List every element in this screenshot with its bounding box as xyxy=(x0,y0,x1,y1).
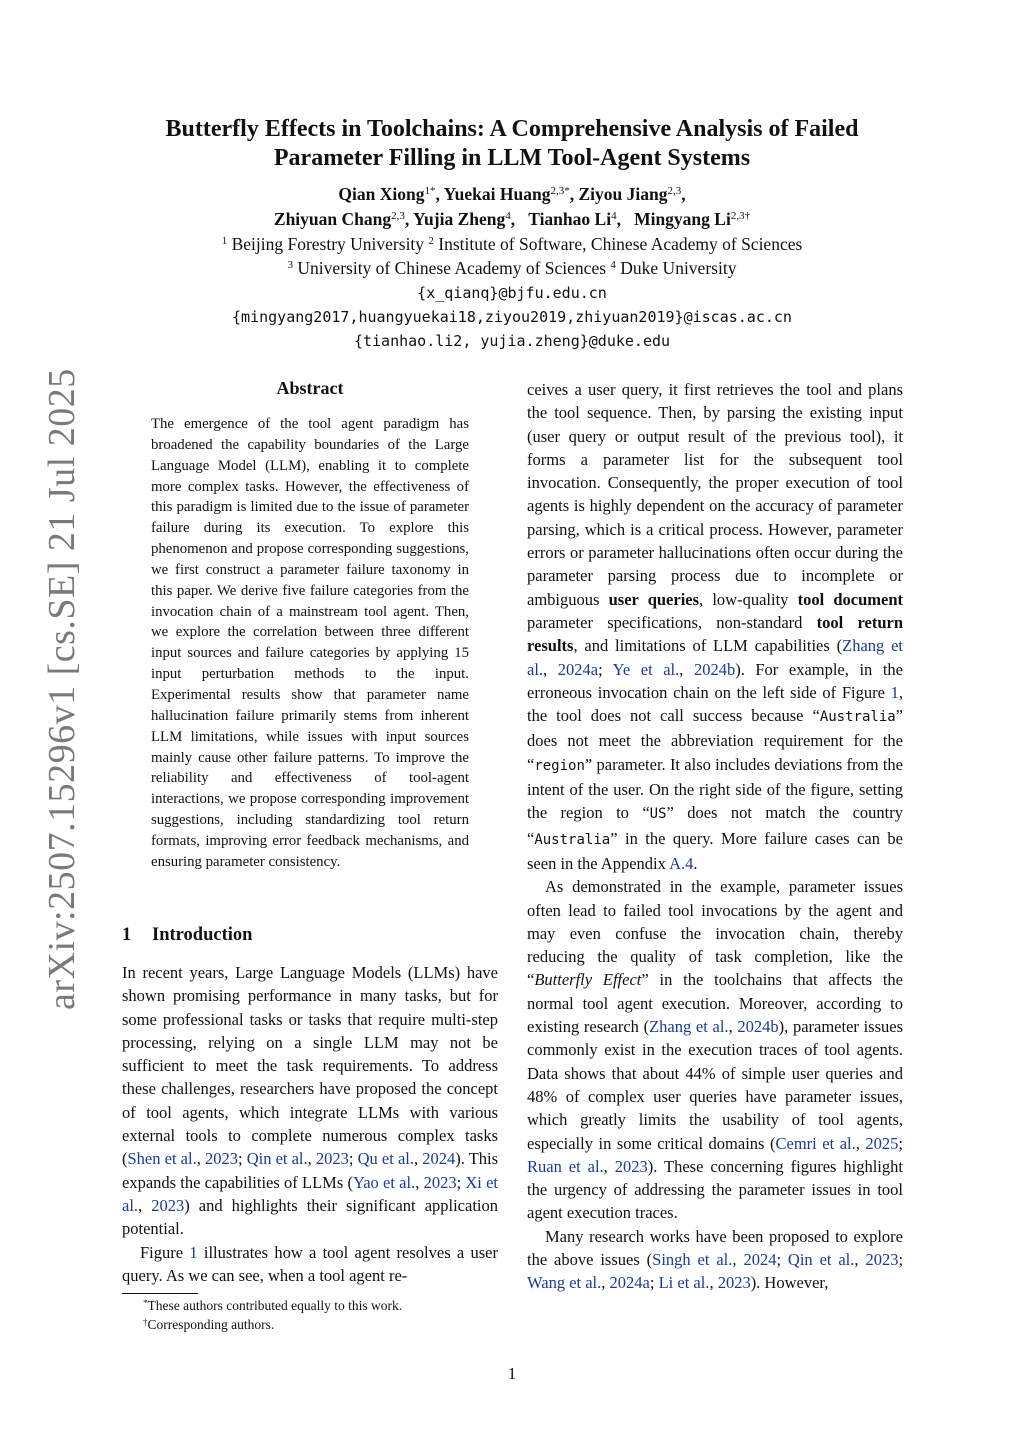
author-name: Qian Xiong xyxy=(338,184,425,204)
author-line-1: Qian Xiong$^{1*}$, Yuekai Huang$^{2,3*}$, Ziyou Jiang$^{2,3}$, xyxy=(338,184,686,204)
figure-reference-link[interactable]: 1 xyxy=(189,1242,198,1262)
inline-code: Australia xyxy=(534,831,611,848)
author-name: Ziyou Jiang xyxy=(578,184,668,204)
paragraph: As demonstrated in the example, parameter issues often lead to failed tool invocations by the agent and may even confuse the invocation chain, thereby reducing the quality of task completion, like the “Butterfly Effect” in the toolchains that affects the normal tool agent execution. Moreover, according to existing research (Zhang et al., 2024b), parameter issues commonly exist in the execution traces of tool agents. Data shows that about 44% of simple user queries and 48% of complex user queries have parameter issues, which greatly limits the usability of tool agents, especially in some critical domains (Cemri et al., 2025; Ruan et al., 2023). These concerning figures highlight the urgency of addressing the parameter issues in tool agent execution traces. xyxy=(527,877,904,1223)
affiliation-mark: 3 xyxy=(287,259,294,271)
paragraph: Figure 1 illustrates how a tool agent resolves a user query. As we can see, when a tool agent re- xyxy=(122,1242,498,1285)
paper-title xyxy=(120,115,904,173)
affiliation-mark: 4 xyxy=(610,259,616,271)
section-heading xyxy=(122,925,252,946)
citation-link[interactable]: 2023 xyxy=(614,1156,648,1176)
citation-link[interactable]: 2023 xyxy=(865,1249,899,1269)
author-affiliation-mark: 1* xyxy=(424,185,436,197)
affiliation-name: Institute of Software, Chinese Academy of Sciences xyxy=(438,234,803,254)
author-name: Yuekai Huang xyxy=(443,184,551,204)
citation-link[interactable]: 2023 xyxy=(204,1149,238,1169)
appendix-reference-link[interactable]: A.4 xyxy=(669,853,694,873)
citation-link[interactable]: 2023 xyxy=(151,1195,185,1215)
citation-link[interactable]: Li et al. xyxy=(658,1273,710,1293)
citation-link[interactable]: 2023 xyxy=(423,1172,457,1192)
citation-link[interactable]: Qin et al. xyxy=(246,1149,308,1169)
author-affiliation-mark: 2,3 xyxy=(391,210,405,222)
citation-link[interactable]: 2023 xyxy=(717,1273,751,1293)
paragraph: ceives a user query, it first retrieves the tool and plans the tool sequence. Then, by parsing the existing input (user query or output result of the previous tool), it forms a parameter list for the subsequent tool invocation. Consequently, the proper execution of tool agents is highly dependent on the accuracy of parameter parsing, which is a critical process. However, parameter errors or parameter hallucinations often occur during the parameter parsing process due to incomplete or ambiguous user queries, low-quality tool document parameter specifications, non-standard tool return results, and limitations of LLM capabilities (Zhang et al., 2024a; Ye et al., 2024b). For example, in the erroneous invocation chain on the left side of Figure 1, the tool does not call success because “Australia” does not meet the abbreviation requirement for the “region” parameter. It also includes deviations from the intent of the user. On the right side of the figure, setting the region to “US” does not match the country “Australia” in the query. More failure cases can be seen in the Appendix A.4. xyxy=(527,380,904,873)
author-name: Tianhao Li xyxy=(528,209,612,229)
footnote-text: These authors contributed equally to this work. xyxy=(147,1298,403,1313)
affiliation-mark: 2 xyxy=(428,235,434,247)
citation-link[interactable]: 2025 xyxy=(865,1133,899,1153)
citation-link[interactable]: Shen et al. xyxy=(127,1149,197,1169)
affiliation-name: Beijing Forestry University xyxy=(231,234,425,254)
citation-link[interactable]: Zhang et al. xyxy=(527,636,903,679)
intro-left-column xyxy=(122,961,498,1287)
title-line-1: Butterfly Effects in Toolchains: A Comprehensive Analysis of Failed xyxy=(165,116,859,142)
arxiv-identifier-stamp: arXiv:2507.15296v1 [cs.SE] 21 Jul 2025 xyxy=(41,368,83,1010)
citation-link[interactable]: Qin et al. xyxy=(787,1249,855,1269)
figure-reference-link[interactable]: 1 xyxy=(890,682,899,702)
citation-link[interactable]: Qu et al. xyxy=(357,1149,414,1169)
footnote xyxy=(143,1297,402,1314)
citation-link[interactable]: 2024 xyxy=(422,1149,456,1169)
author-name: Yujia Zheng xyxy=(412,209,506,229)
citation-link[interactable]: 2024a xyxy=(609,1273,650,1293)
inline-code: US xyxy=(649,806,667,823)
citation-link[interactable]: Ye et al. xyxy=(612,659,680,679)
author-name: Mingyang Li xyxy=(634,209,731,229)
affiliation-name: Duke University xyxy=(620,258,737,278)
citation-link[interactable]: 2024b xyxy=(693,659,736,679)
citation-link[interactable]: Ruan et al. xyxy=(527,1156,604,1176)
affiliation-line-1 xyxy=(120,232,904,256)
inline-code: Australia xyxy=(819,709,896,726)
citation-link[interactable]: 2024b xyxy=(737,1017,779,1037)
author-affiliation-mark: 2,3 xyxy=(667,185,682,197)
citation-link[interactable]: Xi et al. xyxy=(122,1172,499,1215)
author-name: Zhiyuan Chang xyxy=(273,209,392,229)
citation-link[interactable]: 2023 xyxy=(315,1149,349,1169)
intro-right-column xyxy=(527,378,903,1295)
paragraph: In recent years, Large Language Models (LLMs) have shown promising performance in many tasks, but for some professional tasks or tasks that require multi-step processing, relying on a single LLM may not be sufficient to meet the task requirements. To address these challenges, researchers have proposed the concept of tool agents, which integrate LLMs with various external tools to complete numerous complex tasks (Shen et al., 2023; Qin et al., 2023; Qu et al., 2024). This expands the capabilities of LLMs (Yao et al., 2023; Xi et al., 2023) and highlights their significant application potential. xyxy=(122,963,499,1239)
email-line[interactable]: {tianhao.li2, yujia.zheng}@duke.edu xyxy=(353,332,671,350)
author-affiliation-mark: 4 xyxy=(611,210,617,222)
section-title: Introduction xyxy=(152,925,253,945)
author-affiliation-mark: 2,3† xyxy=(730,210,751,222)
abstract-body: The emergence of the tool agent paradigm has broadened the capability boundaries of the Large Language Model (LLM), enabling it to complete more complex tasks. However, the effectiveness of this paradigm is limited due to the issue of parameter failure during its execution. To explore this phenomenon and propose corresponding suggestions, we first construct a parameter failure taxonomy in this paper. We derive five failure categories from the invocation chain of a mainstream tool agent. Then, we explore the correlation between three different input sources and failure categories by applying 15 input perturbation methods to the input. Experimental results show that parameter name hallucination failure primarily stems from inherent LLM limitations, while issues with input sources mainly cause other failure patterns. To improve the reliability and effectiveness of tool-agent interactions, we propose corresponding improvement suggestions, including standardizing tool return formats, improving error feedback mechanisms, and ensuring parameter consistency. xyxy=(151,416,469,870)
citation-link[interactable]: Wang et al. xyxy=(527,1273,602,1293)
inline-code: region xyxy=(534,757,585,774)
section-number: 1 xyxy=(122,925,132,945)
footnote-mark: † xyxy=(143,1317,148,1327)
affiliation-mark: 1 xyxy=(221,235,228,247)
affiliation-name: University of Chinese Academy of Sciences xyxy=(297,258,607,278)
citation-link[interactable]: Cemri et al. xyxy=(775,1133,856,1153)
author-line-2: Zhiyuan Chang$^{2,3}$, Yujia Zheng$^4$, Tianhao Li$^4$, Mingyang $Li^{2,3\dagger}$ xyxy=(273,209,751,229)
page-number: 1 xyxy=(507,1364,517,1383)
author-affiliation-mark: 4 xyxy=(505,210,511,222)
citation-link[interactable]: Yao et al. xyxy=(352,1172,416,1192)
footnote-text: Corresponding authors. xyxy=(147,1317,275,1332)
footnote xyxy=(143,1316,274,1333)
citation-link[interactable]: Zhang et al. xyxy=(649,1017,729,1037)
email-line[interactable]: {x_qianq}@bjfu.edu.cn xyxy=(417,284,607,302)
email-line[interactable]: {mingyang2017,huangyuekai18,ziyou2019,zhiyuan2019}@iscas.ac.cn xyxy=(232,308,792,326)
affiliation-line-2 xyxy=(120,256,904,280)
paragraph: Many research works have been proposed to explore the above issues (Singh et al., 2024; Qin et al., 2023; Wang et al., 2024a; Li et al., 2023). However, xyxy=(527,1226,904,1293)
author-affiliation-mark: 2,3* xyxy=(550,185,570,197)
citation-link[interactable]: 2024a xyxy=(557,659,599,679)
footnote-divider xyxy=(122,1293,198,1294)
citation-link[interactable]: 2024 xyxy=(743,1249,777,1269)
abstract-heading: Abstract xyxy=(276,378,344,398)
title-line-2: Parameter Filling in LLM Tool-Agent Systems xyxy=(273,145,751,171)
footnote-mark: * xyxy=(143,1298,148,1308)
citation-link[interactable]: Singh et al. xyxy=(652,1249,733,1269)
